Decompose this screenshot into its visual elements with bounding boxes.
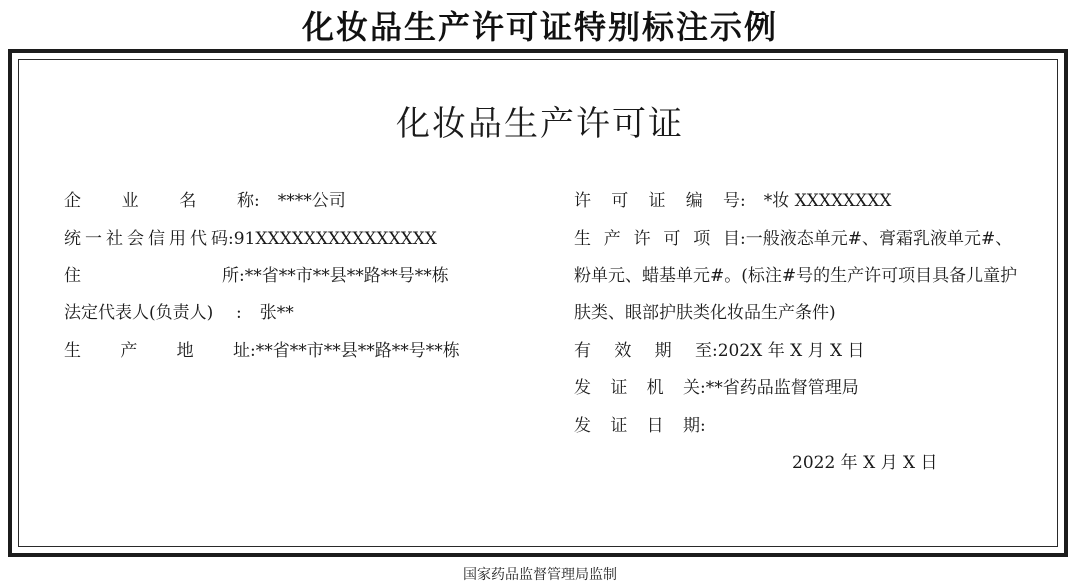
field-separator: :	[740, 229, 746, 249]
field-issuing-authority	[574, 377, 859, 399]
field-separator: :	[236, 303, 242, 323]
field-value: **省**市**县**路**号**栋	[255, 341, 460, 361]
footer-supervision-text: 国家药品监督管理局监制	[463, 567, 617, 583]
field-label: 生产地址	[64, 341, 250, 361]
field-separator: :	[712, 341, 718, 361]
field-license-number	[574, 190, 891, 212]
page-heading: 化妆品生产许可证特别标注示例	[301, 8, 778, 46]
field-value: 一般液态单元#、膏霜乳液单元#、	[745, 229, 1013, 249]
production-items-continuation-2: 肤类、眼部护肤类化妆品生产条件)	[574, 303, 836, 323]
field-separator: :	[740, 191, 746, 211]
field-value: *妆 XXXXXXXX	[763, 191, 892, 211]
field-label: 有效期至	[574, 341, 712, 361]
field-label: 统一社会信用代码	[64, 229, 228, 249]
field-credit-code	[64, 228, 437, 250]
field-label: 生产许可项目	[574, 229, 740, 249]
field-label: 企业名称	[64, 191, 254, 211]
field-production-address	[64, 340, 460, 362]
issue-date-value: 2022 年 X 月 X 日	[792, 453, 938, 473]
field-separator: :	[700, 378, 706, 398]
field-domicile	[64, 265, 449, 287]
field-value: ****公司	[277, 191, 346, 211]
field-value: 202X 年 X 月 X 日	[717, 341, 865, 361]
field-label: 发证日期	[574, 416, 700, 436]
field-label: 许可证编号	[574, 191, 740, 211]
field-separator: :	[254, 191, 260, 211]
field-production-items	[574, 228, 1012, 250]
field-legal-representative	[64, 302, 294, 324]
production-items-continuation-1: 粉单元、蜡基单元#。(标注#号的生产许可项目具备儿童护	[574, 266, 1018, 286]
field-separator: :	[228, 229, 234, 249]
field-valid-until	[574, 340, 865, 362]
field-label: 发证机关	[574, 378, 700, 398]
field-separator: :	[250, 341, 256, 361]
field-label: 法定代表人(负责人)	[64, 303, 214, 323]
license-title: 化妆品生产许可证	[396, 104, 684, 144]
field-separator: :	[239, 266, 245, 286]
field-issue-date	[574, 415, 706, 437]
field-value: 91XXXXXXXXXXXXXXX	[233, 229, 437, 249]
field-label: 住所	[64, 266, 239, 286]
field-enterprise-name	[64, 190, 346, 212]
field-separator: :	[700, 416, 706, 436]
field-value: **省**市**县**路**号**栋	[244, 266, 449, 286]
field-value: 张**	[259, 303, 294, 323]
field-value: **省药品监督管理局	[705, 378, 859, 398]
